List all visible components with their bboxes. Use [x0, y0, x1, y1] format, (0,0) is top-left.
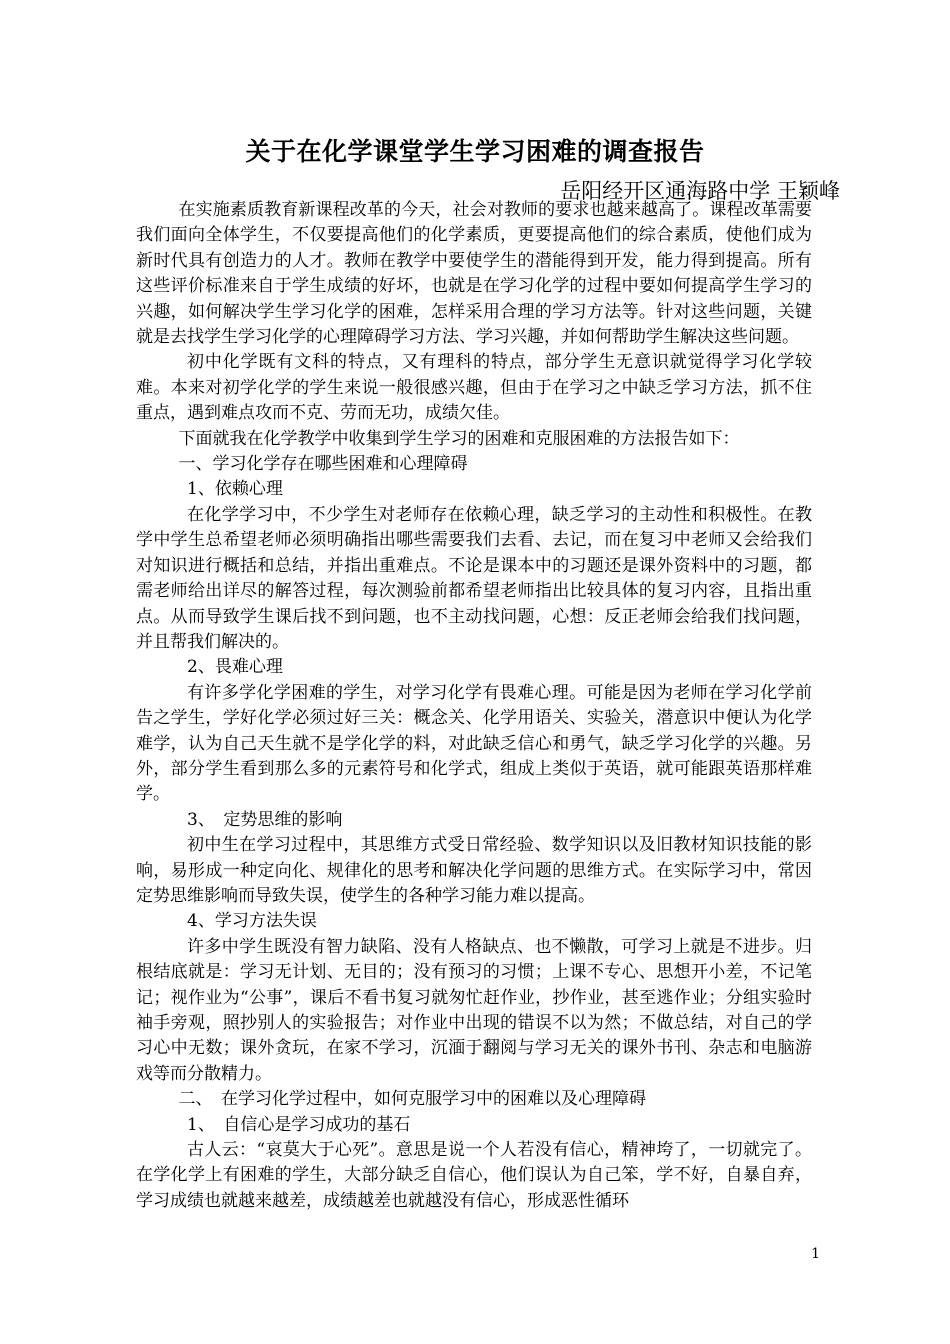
- report-title: 关于在化学课堂学生学习困难的调查报告: [245, 137, 705, 166]
- paragraph-mindset: 初中生在学习过程中，其思维方式受日常经验、数学知识以及旧教材知识技能的影响，易形成一种定向化、规律化的思考和解决化学问题的思维方式。在实际学习中，常因定势思维影响而导致失误，使学生的各种学习能力难以提高。: [136, 835, 812, 906]
- subheading-methods: 4、学习方法失误: [187, 911, 317, 932]
- subheading-mindset: 3、 定势思维的影响: [187, 809, 343, 830]
- author-line: 岳阳经开区通海路中学 王颖峰: [560, 179, 840, 203]
- page-number: 1: [811, 1246, 820, 1262]
- subheading-fear: 2、畏难心理: [187, 657, 283, 678]
- paragraph-dependence: 在化学学习中，不少学生对老师存在依赖心理，缺乏学习的主动性和积极性。在教学中学生总希望老师必须明确指出哪些需要我们去看、去记，而在复习中老师又会给我们对知识进行概括和总结，并指出重难点。不论是课本中的习题还是课外资料中的习题，都需老师给出详尽的解答过程，每次测验前都希望老师指出比较具体的复习内容，且指出重点。从而导致学生课后找不到问题，也不主动找问题，心想：反正老师会给我们找问题，并且帮我们解决的。: [136, 504, 812, 652]
- subheading-confidence: 1、 自信心是学习成功的基石: [187, 1114, 411, 1135]
- paragraph-confidence: 古人云：“哀莫大于心死”。意思是说一个人若没有信心，精神垮了，一切就完了。在学化学上有困难的学生，大部分缺乏自信心，他们误认为自己笨，学不好，自暴自弃，学习成绩也就越来越差，成绩越差也就越没有信心，形成恶性循环: [136, 1140, 812, 1211]
- paragraph-chemistry-features: 初中化学既有文科的特点，又有理科的特点，部分学生无意识就觉得学习化学较难。本来对初学化学的学生来说一般很感兴趣，但由于在学习之中缺乏学习方法，抓不住重点，遇到难点攻而不克、劳而无功，成绩欠佳。: [136, 352, 812, 424]
- paragraph-intro: 在实施素质教育新课程改革的今天，社会对教师的要求也越来越高了。课程改革需要我们面向全体学生，不仅要提高他们的化学素质，更要提高他们的综合素质，使他们成为新时代具有创造力的人才。教师在教学中要使学生的潜能得到开发，能力得到提高。所有这些评价标准来自于学生成绩的好坏，也就是在学习化学的过程中要如何提高学生学习的兴趣，如何解决学生学习化学的困难，怎样采用合理的学习方法等。针对这些问题，关键就是去找学生学习化学的心理障碍学习方法、学习兴趣，并如何帮助学生解决这些问题。: [136, 200, 812, 348]
- section-heading-difficulties: 一、学习化学存在哪些困难和心理障碍: [178, 454, 468, 475]
- subheading-dependence: 1、依赖心理: [187, 479, 283, 500]
- paragraph-fear: 有许多学化学困难的学生，对学习化学有畏难心理。可能是因为老师在学习化学前告之学生，学好化学必须过好三关：概念关、化学用语关、实验关，潜意识中便认为化学难学，认为自己天生就不是学化学的料，对此缺乏信心和勇气，缺乏学习化学的兴趣。另外，部分学生看到那么多的元素符号和化学式，组成上类似于英语，就可能跟英语那样难学。: [136, 682, 812, 805]
- section-heading-overcoming: 二、 在学习化学过程中，如何克服学习中的困难以及心理障碍: [178, 1089, 646, 1110]
- paragraph-report-lead: 下面就我在化学教学中收集到学生学习的困难和克服困难的方法报告如下：: [178, 428, 740, 449]
- report-body: [136, 198, 812, 1214]
- paragraph-methods: 许多中学生既没有智力缺陷、没有人格缺点、也不懒散，可学习上就是不进步。归根结底就是：学习无计划、无目的；没有预习的习惯；上课不专心、思想开小差，不记笔记；视作业为“公事”，课后不看书复习就匆忙赶作业，抄作业，甚至逃作业；分组实验时袖手旁观，照抄别人的实验报告；对作业中出现的错误不以为然；不做总结，对自己的学习心中无数；课外贪玩，在家不学习，沉湎于翻阅与学习无关的课外书刊、杂志和电脑游戏等而分散精力。: [136, 936, 812, 1084]
